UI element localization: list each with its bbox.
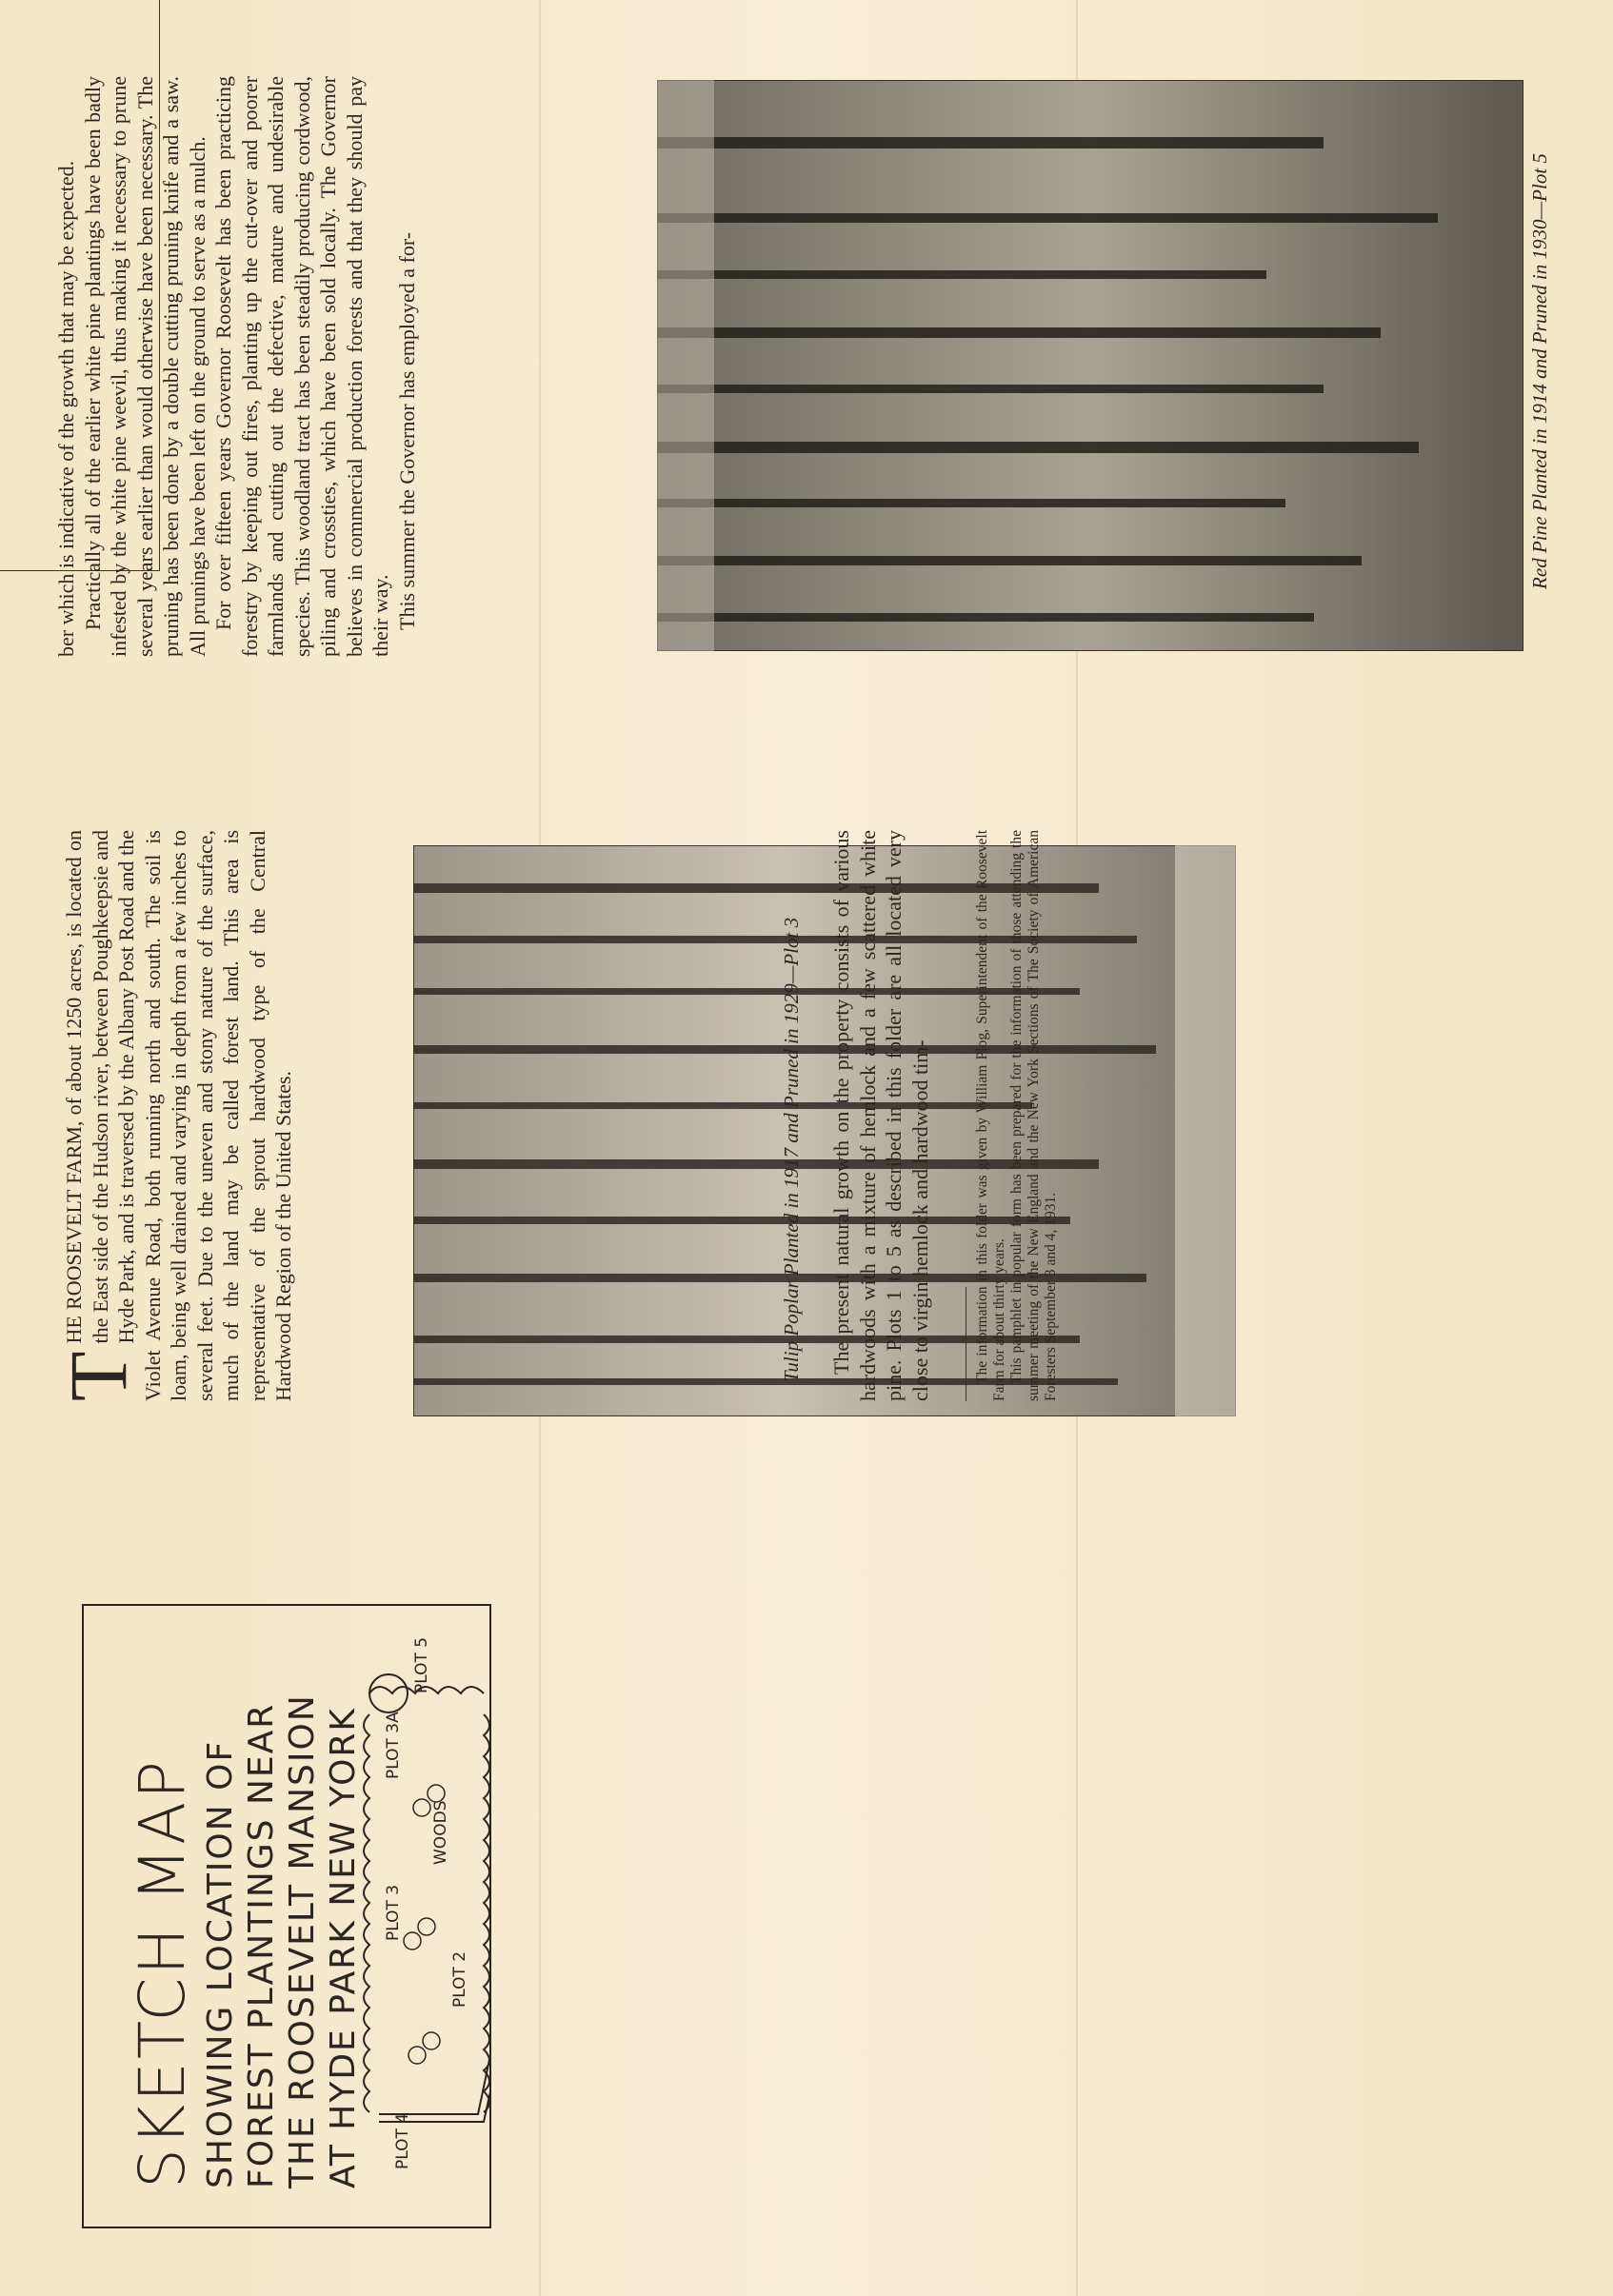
label-plot5: PLOT 5	[412, 1636, 431, 1693]
sketch-map-panel	[82, 1604, 491, 2228]
photo-tulip-poplar-image	[413, 845, 1236, 1416]
caption-photo-1: Tulip Poplar Planted in 1917 and Pruned in 1929—Plot 3	[780, 917, 803, 1383]
label-plot3a: PLOT 3A	[384, 1712, 403, 1779]
growth-paragraph: The present natural growth on the property consists of various hardwoods with a mixture of hemlock and a few scattered white pine. Plots 1 to 5 as described in this folder are all located very close to virgin hemlock and hardwood tim-	[829, 830, 932, 1401]
intro-lead: HE ROOSEVELT FARM,	[62, 1120, 86, 1344]
right-column	[53, 76, 625, 657]
map-subtitle-1: SHOWING LOCATION OF	[201, 1739, 240, 2188]
map-subtitle-3: THE ROOSEVELT MANSION	[283, 1693, 322, 2188]
intro-text: of about 1250 acres, is located on the East side of the Hudson river, between Poughkeepsie and Hyde Park, and is traversed by the Albany Post Road and the Violet Avenue Road, both running north and south. The soil is loam, being well drained and varying in depth from a few inches to several feet. Due to the uneven and stony nature of the surface, much of the land may be called forest land. This area is representative of the sprout hardwood type of the Central Hardwood Region of the United States.	[62, 830, 295, 1401]
footnote-block	[952, 830, 1060, 1401]
label-plot3: PLOT 3	[384, 1884, 403, 1941]
intro-column	[52, 830, 385, 1401]
right-paragraph-4: This summer the Governor has employed a for-	[394, 231, 419, 630]
label-woods-1: WOODS	[431, 1800, 450, 1865]
label-plot4: PLOT 4	[393, 2112, 412, 2169]
map-drawing	[364, 1617, 489, 2207]
map-subtitle-4: AT HYDE PARK NEW YORK	[324, 1706, 363, 2188]
right-paragraph-2: Practically all of the earlier white pine plantings have been badly infested by the white pine weevil, thus making it necessary to prune several years earlier than would otherwise have been necessary. The pruning has been done by a double cutting pruning knife and a saw. All prunings have been left on the ground to serve as a mulch.	[80, 76, 209, 657]
label-plot2: PLOT 2	[450, 1950, 469, 2008]
map-title: SKETCH MAP	[126, 1758, 199, 2188]
footnote-2: This pamphlet in popular form has been prepared for the information of those attending the summer meeting of the New England and the New York Sections of The Society of American Foresters September 3 and 4, 1931.	[1008, 830, 1059, 1401]
intro-paragraph	[52, 830, 297, 1401]
footnote-1: The information in this folder was given by William Plog, Superintendent of the Roosevelt Farm for about thirty years.	[974, 830, 1007, 1401]
farm-roads	[369, 1617, 489, 2131]
drop-cap: T	[52, 1351, 144, 1401]
sketch-map	[84, 1606, 489, 2227]
right-paragraph-1: ber which is indicative of the growth that may be expected.	[54, 160, 78, 657]
caption-photo-2: Red Pine Planted in 1914 and Pruned in 1930—Plot 5	[1528, 153, 1551, 589]
right-paragraph-3: For over fifteen years Governor Roosevelt has been practicing forestry by keeping out fires, planting up the cut-over and poorer farmlands and cutting out the defective, mature and undesirable species. This woodland tract has been steadily producing cordwood, piling and crossties, which have been sold locally. The Governor believes in commercial production forests and that they should pay their way.	[211, 76, 392, 657]
map-subtitle-2: FOREST PLANTINGS NEAR	[242, 1702, 281, 2188]
photo-red-pine-image	[657, 80, 1523, 651]
